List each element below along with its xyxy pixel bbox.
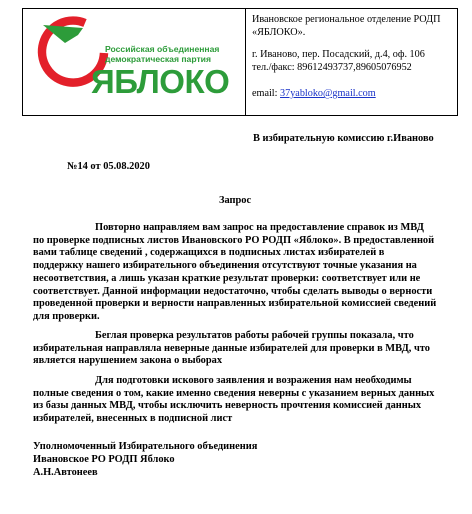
- recipient: В избирательную комиссию г.Иваново: [253, 133, 434, 144]
- org-name-line1: Ивановское региональное отделение РОДП: [252, 14, 441, 25]
- paragraph-line: Повторно направляем вам запрос на предоставление справок из МВД: [95, 222, 424, 233]
- paragraph-line: по проверке подписных листов Ивановского РО РОДП «Яблоко». В предоставленной: [33, 234, 435, 246]
- paragraph-line: проведенной проверки и верности направленных избирательной комиссией сведений: [33, 298, 437, 310]
- address: г. Иваново, пер. Посадский, д.4, оф. 106: [252, 49, 425, 60]
- paragraph-line: соответствует. Данной информации недостаточно, чтобы сделать выводы о верности: [33, 285, 433, 297]
- paragraph-line: полные сведения о том, какие именно сведения неверны с указанием верных данных: [33, 387, 435, 399]
- phone: тел./факс: 89612493737,89605076952: [252, 61, 412, 73]
- reference-number: №14 от 05.08.2020: [67, 161, 150, 172]
- paragraph-line: Для подготовки искового заявления и возражения нам необходимы: [95, 375, 412, 386]
- email-line: [252, 88, 451, 101]
- paragraph-line: избирателей, внесенных в подписной лист: [33, 413, 233, 425]
- paragraph-line: несоответствия, а лишь указан краткие результат проверки: соответствует или не: [33, 272, 421, 284]
- paragraph-line: является нарушением закона о выборах: [33, 355, 223, 367]
- email-label: email:: [252, 88, 278, 99]
- signature-title: Уполномоченный Избирательного объединения: [33, 441, 258, 452]
- logo-wordmark: ЯБЛОКО: [91, 63, 230, 100]
- paragraph-line: из базы данных МВД, чтобы исключить неверность прочтения комиссией данных: [33, 400, 422, 412]
- paragraph-line: для проверки.: [33, 310, 100, 322]
- letterhead: [22, 8, 458, 116]
- signature-org: Ивановское РО РОДП Яблоко: [33, 454, 175, 465]
- party-logo: [23, 9, 246, 115]
- contact-info: [246, 9, 457, 115]
- logo-tagline-line2: демократическая партия: [105, 53, 211, 64]
- paragraph-line: избирательная направляла неверные данные избирателей для проверки в МВД, что: [33, 342, 430, 354]
- email-link[interactable]: 37yabloko@gmail.com: [280, 88, 376, 99]
- signature-name: А.Н.Автонеев: [33, 467, 98, 478]
- paragraph-3: [33, 375, 445, 426]
- logo-tagline: [105, 45, 219, 64]
- paragraph-2: [33, 330, 445, 368]
- org-name-line2: «ЯБЛОКО».: [252, 26, 306, 38]
- document-title: Запрос: [219, 195, 252, 206]
- paragraph-line: Беглая проверка результатов работы рабочей группы показала, что: [95, 330, 414, 341]
- logo-tagline-line1: Российская объединенная: [105, 44, 220, 54]
- paragraph-line: поддержку нашего избирательного объединения отсутствуют точные указания на: [33, 260, 417, 272]
- paragraph-1: [33, 222, 445, 324]
- paragraph-line: вами таблице сведений , содержащихся в подписных листах избирателей в: [33, 247, 385, 259]
